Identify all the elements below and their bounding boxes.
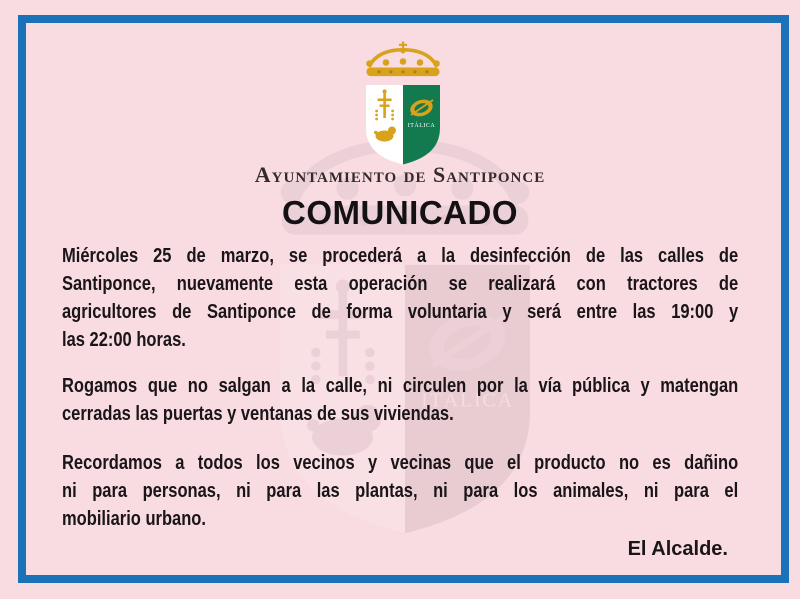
text-line: las 22:00 horas. <box>62 328 186 351</box>
paragraph-stay-inside-request <box>62 372 738 428</box>
text-line: Santiponce, nuevamente esta operación se realizará con tractores de <box>62 272 739 295</box>
coat-of-arms-icon <box>353 41 453 165</box>
text-line: agricultores de Santiponce de forma voluntaria y será entre las 19:00 y <box>62 300 739 323</box>
paragraph-disinfection-schedule <box>62 242 738 354</box>
signature-mayor: El Alcalde. <box>627 538 728 560</box>
text-line: Miércoles 25 de marzo, se procederá a la desinfección de las calles de <box>62 244 739 267</box>
paragraph-product-safety <box>62 449 738 533</box>
organization-title: Ayuntamiento de Santiponce <box>254 162 546 187</box>
text-line: Rogamos que no salgan a la calle, ni circulen por la vía pública y matengan <box>62 374 739 397</box>
text-line: Recordamos a todos los vecinos y vecinas que el producto no es dañino <box>62 451 739 474</box>
text-line: cerradas las puertas y ventanas de sus viviendas. <box>62 402 454 425</box>
text-line: mobiliario urbano. <box>62 507 206 530</box>
text-line: ni para personas, ni para las plantas, ni para los animales, ni para el <box>62 479 739 502</box>
page-title: COMUNICADO <box>282 194 518 231</box>
